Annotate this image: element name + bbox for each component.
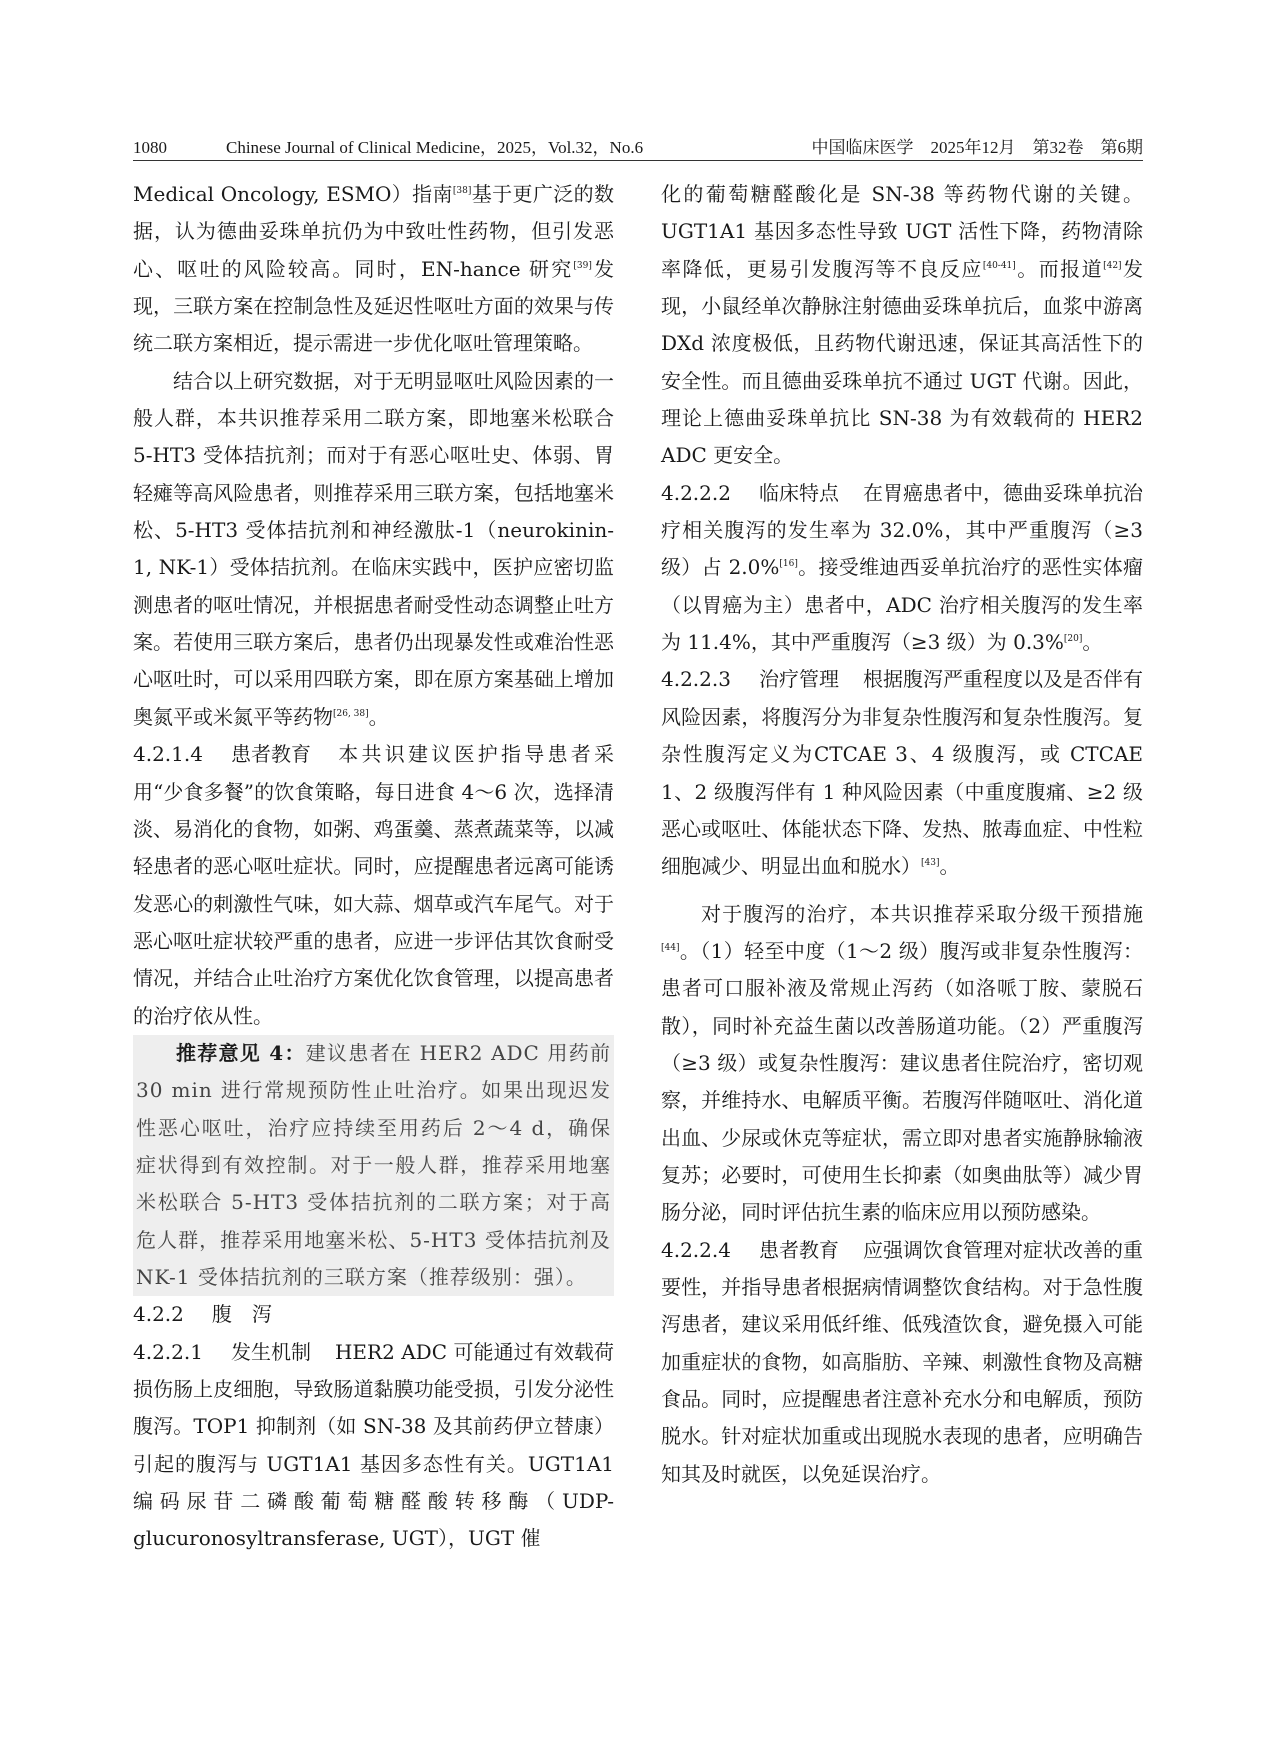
section-number: 4.2.2.2 (661, 480, 731, 505)
text: 。 (368, 704, 389, 729)
section-number: 4.2.2.1 (133, 1339, 203, 1364)
journal-title-cn: 中国临床医学 2025年12月 第32卷 第6期 (811, 138, 1143, 157)
section-title: 治疗管理 (758, 667, 839, 692)
citation: [16] (779, 559, 798, 570)
section-title: 发生机制 (230, 1339, 311, 1364)
citation: [26, 38] (333, 708, 369, 719)
text: 。 (1082, 630, 1103, 655)
recommendation-box (133, 1035, 614, 1296)
paragraph (661, 176, 1143, 475)
paragraph (661, 896, 1143, 1232)
section-title: 腹 泻 (211, 1302, 272, 1327)
text: Medical Oncology, ESMO）指南 (133, 182, 453, 206)
journal-title-en: Chinese Journal of Clinical Medicine，2025，Vol.32，No.6 (226, 138, 644, 157)
section-body: 应强调饮食管理对症状改善的重要性，并指导患者根据病情调整饮食结构。对于急性腹泻患者，建议采用低纤维、低残渣饮食，避免摄入可能加重症状的食物，如高脂肪、辛辣、刺激性食物及高糖食品。同时，应提醒患者注意补充水分和电解质，预防脱水。针对症状加重或出现脱水表现的患者，应明确告知其及时就医，以免延误治疗。 (661, 1237, 1143, 1486)
recommendation-title: 推荐意见 4： (176, 1040, 306, 1065)
section-title: 临床特点 (758, 480, 839, 505)
subsection (661, 1232, 1143, 1493)
citation: [43] (921, 858, 940, 869)
citation: [44] (661, 942, 680, 953)
section-number: 4.2.2 (133, 1302, 184, 1327)
citation: [42] (1103, 260, 1122, 271)
section-number: 4.2.2.3 (661, 667, 731, 692)
text: 结合以上研究数据，对于无明显呕吐风险因素的一般人群，本共识推荐采用二联方案，即地塞米松联合 5-HT3 受体拮抗剂；而对于有恶心呕吐史、体弱、胃轻瘫等高风险患者，则推荐采用三联方案，包括地塞米松、5-HT3 受体拮抗剂和神经激肽-1（neurokinin-1, NK-1）受体拮抗剂。在临床实践中，医护应密切监测患者的呕吐情况，并根据患者耐受性动态调整止吐方案。若使用三联方案后，患者仍出现暴发性或难治性恶心呕吐时，可以采用四联方案，即在原方案基础上增加奥氮平或米氮平等药物 (133, 368, 614, 729)
subsection (661, 661, 1143, 885)
text: 化的葡萄糖醛酸化是 SN-38 等药物代谢的关键。UGT1A1 基因多态性导致 UGT 活性下降，药物清除率降低，更易引发腹泻等不良反应 (661, 182, 1143, 281)
text: 对于腹泻的治疗，本共识推荐采取分级干预措施 (701, 901, 1143, 926)
text: 。而报道 (1015, 256, 1104, 281)
paragraph (133, 363, 614, 736)
text: 。（1）轻至中度（1～2 级）腹泻或非复杂性腹泻：患者可口服补液及常规止泻药（如洛哌丁胺、蒙脱石散），同时补充益生菌以改善肠道功能。（2）严重腹泻（≥3 级）或复杂性腹泻：建议患者住院治疗，密切观察，并维持水、电解质平衡。若腹泻伴随呕吐、消化道出血、少尿或休克等症状，需立即对患者实施静脉输液复苏；必要时，可使用生长抑素（如奥曲肽等）减少胃肠分泌，同时评估抗生素的临床应用以预防感染。 (661, 938, 1143, 1225)
subsection (661, 475, 1143, 662)
running-header (133, 135, 1143, 161)
paragraph (133, 176, 614, 363)
section-number: 4.2.1.4 (133, 742, 203, 767)
section-body: 根据腹泻严重程度以及是否伴有风险因素，将腹泻分为非复杂性腹泻和复杂性腹泻。复杂性腹泻定义为CTCAE 3、4 级腹泻，或 CTCAE 1、2 级腹泻伴有 1 种风险因素（中重度腹痛、≥2 级恶心或呕吐、体能状态下降、发热、脓毒血症、中性粒细胞减少、明显出血和脱水） (661, 667, 1143, 879)
recommendation-body: 建议患者在 HER2 ADC 用药前 30 min 进行常规预防性止吐治疗。如果出现迟发性恶心呕吐，治疗应持续至用药后 2～4 d，确保症状得到有效控制。对于一般人群，推荐采用地塞米松联合 5-HT3 受体拮抗剂的二联方案；对于高危人群，推荐采用地塞米松、5-HT3 受体拮抗剂及NK-1 受体拮抗剂的三联方案（推荐级别：强）。 (136, 1040, 611, 1289)
citation: [40-41] (982, 260, 1016, 271)
header-rule (133, 160, 1143, 161)
citation: [38] (452, 185, 472, 196)
subsection (133, 736, 614, 1035)
section-title: 患者教育 (758, 1237, 839, 1262)
text: 发现，三联方案在控制急性及延迟性呕吐方面的效果与传统二联方案相近，提示需进一步优化呕吐管理策略。 (133, 256, 615, 356)
text: 发现，小鼠经单次静脉注射德曲妥珠单抗后，血浆中游离 DXd 浓度极低，且药物代谢迅速，保证其高活性下的安全性。而且德曲妥珠单抗不通过 UGT 代谢。因此，理论上德曲妥珠单抗比 SN-38 为有效载荷的 HER2 ADC 更安全。 (661, 256, 1144, 468)
section-number: 4.2.2.4 (661, 1237, 731, 1262)
text: 。 (939, 854, 960, 879)
section-title: 患者教育 (230, 742, 311, 767)
right-column (661, 176, 1143, 1493)
text: 。接受维迪西妥单抗治疗的恶性实体瘤（以胃癌为主）患者中，ADC 治疗相关腹泻的发生率为 11.4%，其中严重腹泻（≥3 级）为 0.3% (661, 555, 1144, 655)
section-heading (133, 1296, 614, 1333)
section-body: HER2 ADC 可能通过有效载荷损伤肠上皮细胞，导致肠道黏膜功能受损，引发分泌性腹泻。TOP1 抑制剂（如 SN-38 及其前药伊立替康）引起的腹泻与 UGT1A1 基因多态性有关。UGT1A1 编码尿苷二磷酸葡萄糖醛酸转移酶（UDP-glucuronosyltransferase, UGT），UGT 催 (133, 1339, 614, 1551)
page-number: 1080 (133, 138, 167, 157)
section-body: 本共识建议医护指导患者采用“少食多餐”的饮食策略，每日进食 4～6 次，选择清淡、易消化的食物，如粥、鸡蛋羹、蒸煮蔬菜等，以减轻患者的恶心呕吐症状。同时，应提醒患者远离可能诱发恶心的刺激性气味，如大蒜、烟草或汽车尾气。对于恶心呕吐症状较严重的患者，应进一步评估其饮食耐受情况，并结合止吐治疗方案优化饮食管理，以提高患者的治疗依从性。 (133, 742, 614, 1028)
subsection (133, 1334, 614, 1558)
citation: [39] (573, 260, 592, 271)
citation: [20] (1063, 634, 1083, 645)
text: 基于更广泛的数据，认为德曲妥珠单抗仍为中致吐性药物，但引发恶心、呕吐的风险较高。同时，EN-hance 研究 (133, 182, 615, 281)
left-column (133, 176, 614, 1558)
section-body: 在胃癌患者中，德曲妥珠单抗治疗相关腹泻的发生率为 32.0%，其中严重腹泻（≥3 级）占 2.0% (661, 480, 1143, 580)
